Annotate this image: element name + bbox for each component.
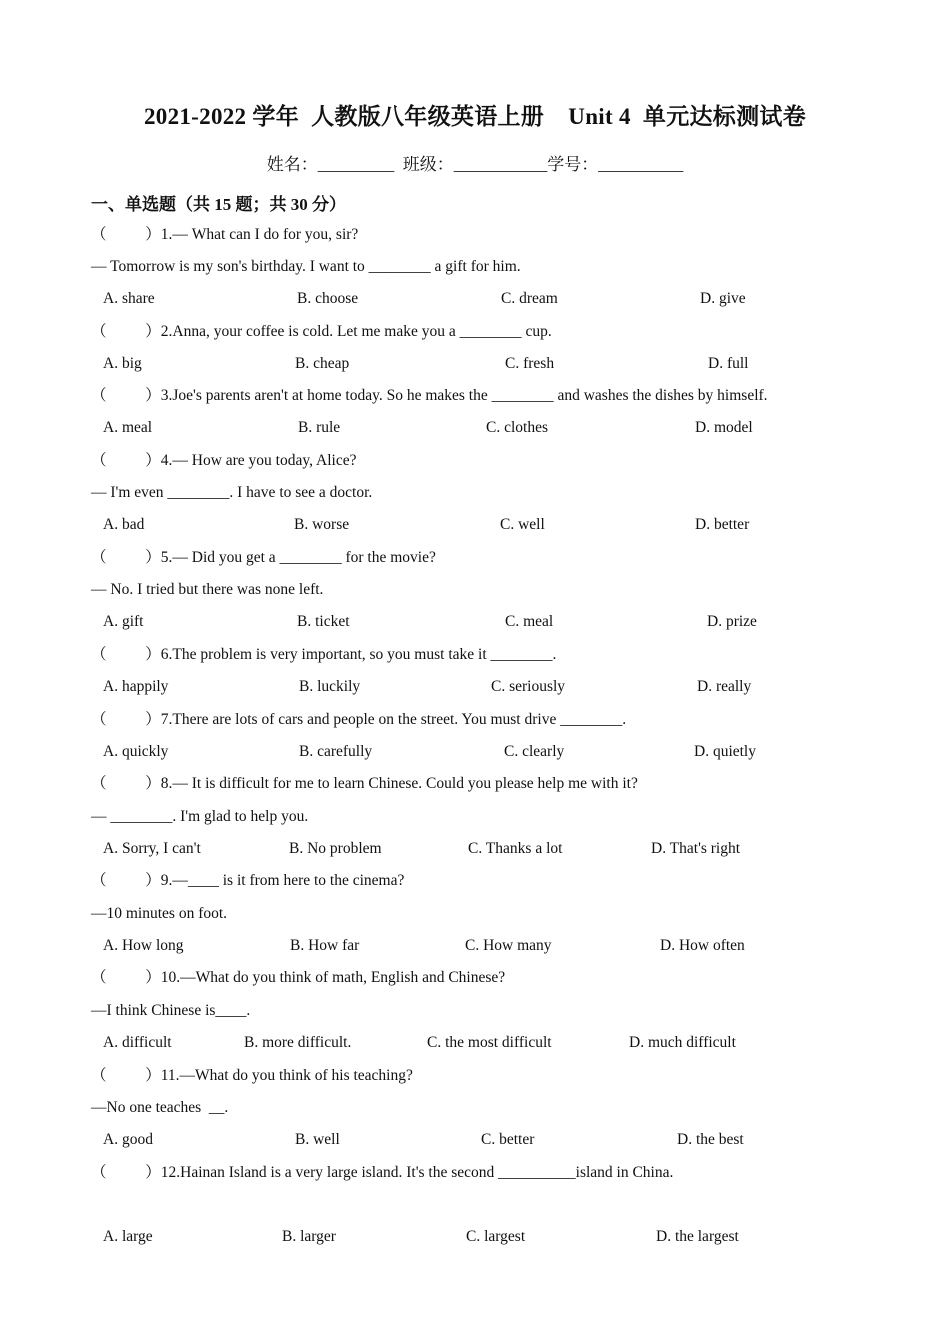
question-7-stem: （ ）7.There are lots of cars and people on the street. You must drive ________. (91, 711, 627, 728)
question-6-option-c: C. seriously (491, 678, 566, 695)
question-7-option-c: C. clearly (504, 743, 565, 760)
question-4-option-d: D. better (695, 516, 750, 533)
question-6-option-b: B. luckily (299, 678, 361, 695)
question-11-option-b: B. well (295, 1131, 340, 1148)
question-1-option-a: A. share (103, 290, 155, 307)
question-5-option-c: C. meal (505, 613, 554, 630)
question-11-stem: （ ）11.—What do you think of his teaching? (91, 1067, 413, 1084)
section-title: 一、单选题（共 15 题；共 30 分） (91, 195, 346, 214)
question-8-option-d: D. That's right (651, 840, 741, 857)
question-3-option-a: A. meal (103, 419, 153, 436)
question-8-option-a: A. Sorry, I can't (103, 840, 201, 857)
question-9-option-b: B. How far (290, 937, 360, 954)
question-2-option-c: C. fresh (505, 355, 555, 372)
question-4-extra: — I'm even ________. I have to see a doctor. (91, 484, 373, 501)
question-10-option-b: B. more difficult. (244, 1034, 352, 1051)
question-10-stem: （ ）10.—What do you think of math, English and Chinese? (91, 969, 506, 986)
question-11-option-a: A. good (103, 1131, 153, 1148)
question-2-option-d: D. full (708, 355, 749, 372)
question-7-option-b: B. carefully (299, 743, 373, 760)
question-12-option-b: B. larger (282, 1228, 336, 1245)
question-5-option-d: D. prize (707, 613, 757, 630)
question-10-option-c: C. the most difficult (427, 1034, 552, 1051)
question-6-option-a: A. happily (103, 678, 169, 695)
question-1-option-b: B. choose (297, 290, 359, 307)
question-3-stem: （ ）3.Joe's parents aren't at home today. So he makes the ________ and washes the dishes by himself. (91, 387, 768, 404)
question-5-option-b: B. ticket (297, 613, 350, 630)
question-9-option-c: C. How many (465, 937, 552, 954)
question-11-extra: —No one teaches __. (91, 1099, 229, 1116)
question-8-option-c: C. Thanks a lot (468, 840, 563, 857)
question-2-option-a: A. big (103, 355, 142, 372)
question-6-option-d: D. really (697, 678, 752, 695)
question-1-extra: — Tomorrow is my son's birthday. I want to ________ a gift for him. (91, 258, 521, 275)
question-12-option-c: C. largest (466, 1228, 526, 1245)
question-12-option-d: D. the largest (656, 1228, 739, 1245)
question-4-option-a: A. bad (103, 516, 145, 533)
question-3-option-b: B. rule (298, 419, 341, 436)
page-title: 2021-2022 学年 人教版八年级英语上册 Unit 4 单元达标测试卷 (143, 104, 806, 129)
question-1-stem: （ ）1.— What can I do for you, sir? (91, 226, 359, 243)
question-10-extra: —I think Chinese is____. (91, 1002, 251, 1019)
question-4-option-c: C. well (500, 516, 545, 533)
question-10-option-d: D. much difficult (629, 1034, 736, 1051)
question-6-stem: （ ）6.The problem is very important, so you must take it ________. (91, 646, 557, 663)
student-info-line: 姓名：_________ 班级：___________学号：__________ (266, 155, 684, 174)
question-3-option-c: C. clothes (486, 419, 548, 436)
question-9-extra: —10 minutes on foot. (91, 905, 228, 922)
question-10-option-a: A. difficult (103, 1034, 172, 1051)
question-3-option-d: D. model (695, 419, 753, 436)
question-7-option-d: D. quietly (694, 743, 756, 760)
question-11-option-d: D. the best (677, 1131, 744, 1148)
question-9-stem: （ ）9.—____ is it from here to the cinema? (91, 872, 405, 889)
question-7-option-a: A. quickly (103, 743, 169, 760)
question-11-option-c: C. better (481, 1131, 535, 1148)
question-5-extra: — No. I tried but there was none left. (91, 581, 324, 598)
question-4-stem: （ ）4.— How are you today, Alice? (91, 452, 357, 469)
question-9-option-a: A. How long (103, 937, 184, 954)
question-1-option-d: D. give (700, 290, 746, 307)
question-2-option-b: B. cheap (295, 355, 350, 372)
question-12-option-a: A. large (103, 1228, 153, 1245)
question-9-option-d: D. How often (660, 937, 745, 954)
question-12-stem: （ ）12.Hainan Island is a very large island. It's the second __________island in China. (91, 1164, 674, 1181)
question-4-option-b: B. worse (294, 516, 350, 533)
question-8-extra: — ________. I'm glad to help you. (91, 808, 309, 825)
question-2-stem: （ ）2.Anna, your coffee is cold. Let me make you a ________ cup. (91, 323, 552, 340)
question-8-option-b: B. No problem (289, 840, 382, 857)
question-8-stem: （ ）8.— It is difficult for me to learn Chinese. Could you please help me with it? (91, 775, 638, 792)
question-5-stem: （ ）5.— Did you get a ________ for the movie? (91, 549, 436, 566)
question-5-option-a: A. gift (103, 613, 144, 630)
question-1-option-c: C. dream (501, 290, 558, 307)
